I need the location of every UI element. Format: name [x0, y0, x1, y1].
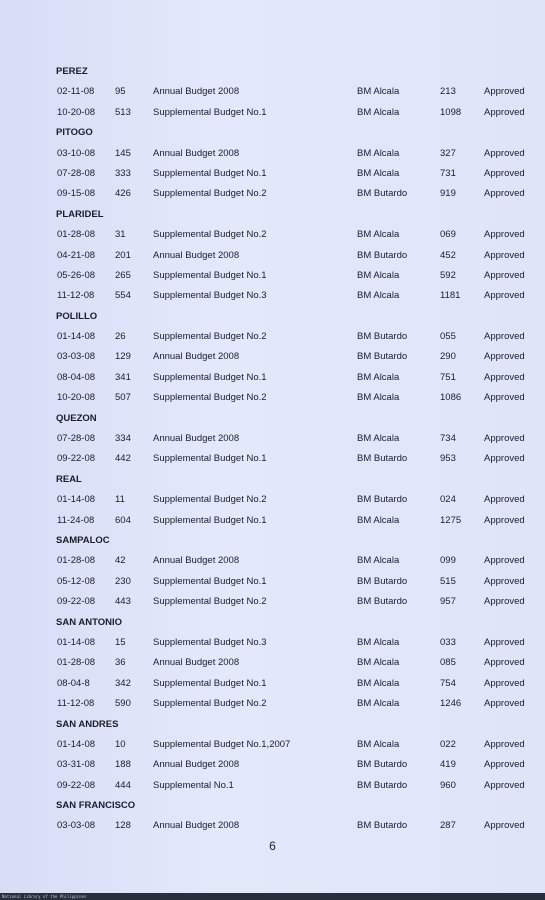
- table-row: [0, 429, 545, 449]
- date-cell: 01-28-08: [57, 657, 96, 669]
- board-member-cell: BM Alcala: [357, 657, 400, 669]
- table-row: [0, 674, 545, 694]
- board-member-cell: BM Alcala: [357, 677, 400, 689]
- board-member-cell: BM Alcala: [357, 147, 400, 159]
- board-member-cell: BM Butardo: [357, 596, 408, 608]
- board-member-cell: BM Alcala: [357, 698, 400, 710]
- ordinance-number-cell: 751: [440, 371, 456, 383]
- number-cell: 31: [115, 229, 126, 241]
- date-cell: 02-11-08: [57, 86, 95, 98]
- status-cell: Approved: [484, 86, 525, 98]
- number-cell: 507: [115, 392, 131, 404]
- municipality-heading: POLILLO: [56, 310, 98, 322]
- table-row: [0, 776, 545, 796]
- number-cell: 11: [115, 494, 125, 506]
- number-cell: 554: [115, 290, 131, 302]
- date-cell: 11-12-08: [57, 290, 95, 302]
- status-cell: Approved: [484, 759, 525, 771]
- ordinance-number-cell: 099: [440, 555, 456, 567]
- ordinance-number-cell: 1275: [440, 514, 462, 526]
- number-cell: 95: [115, 86, 126, 98]
- title-cell: Supplemental Budget No.1: [153, 167, 267, 179]
- number-cell: 590: [115, 698, 131, 710]
- ordinance-number-cell: 515: [440, 575, 456, 587]
- date-cell: 11-24-08: [57, 514, 95, 526]
- date-cell: 05-12-08: [57, 575, 96, 587]
- number-cell: 341: [115, 371, 131, 383]
- date-cell: 10-20-08: [57, 392, 96, 404]
- ordinance-number-cell: 055: [440, 331, 456, 343]
- table-row: [0, 347, 545, 367]
- number-cell: 26: [115, 331, 126, 343]
- board-member-cell: BM Alcala: [357, 392, 400, 404]
- date-cell: 01-28-08: [57, 229, 96, 241]
- municipality-heading: PITOGO: [56, 127, 93, 139]
- status-cell: Approved: [484, 738, 525, 750]
- status-cell: Approved: [484, 636, 525, 648]
- title-cell: Annual Budget 2008: [153, 249, 240, 261]
- title-cell: Supplemental Budget No.1: [153, 575, 267, 587]
- ordinance-number-cell: 953: [440, 453, 456, 465]
- board-member-cell: BM Alcala: [357, 371, 400, 383]
- title-cell: Supplemental Budget No.3: [153, 290, 267, 302]
- number-cell: 444: [115, 779, 131, 791]
- number-cell: 230: [115, 575, 131, 587]
- board-member-cell: BM Butardo: [357, 249, 408, 261]
- date-cell: 11-12-08: [57, 698, 95, 710]
- municipality-heading: REAL: [56, 473, 82, 485]
- status-cell: Approved: [484, 779, 525, 791]
- number-cell: 10: [115, 738, 126, 750]
- ordinance-number-cell: 957: [440, 596, 456, 608]
- number-cell: 145: [115, 147, 131, 159]
- status-cell: Approved: [484, 453, 525, 465]
- number-cell: 342: [115, 677, 131, 689]
- status-cell: Approved: [484, 269, 525, 281]
- resolution-list: [0, 62, 545, 837]
- status-cell: Approved: [484, 371, 525, 383]
- date-cell: 10-20-08: [57, 106, 96, 118]
- board-member-cell: BM Butardo: [357, 820, 408, 832]
- status-cell: Approved: [484, 596, 525, 608]
- number-cell: 333: [115, 167, 131, 179]
- footer-text: National Library of the Philippines: [2, 894, 87, 899]
- title-cell: Annual Budget 2008: [153, 86, 240, 98]
- table-row: [0, 449, 545, 469]
- status-cell: Approved: [484, 249, 525, 261]
- date-cell: 01-14-08: [57, 636, 96, 648]
- table-row: [0, 551, 545, 571]
- table-row: [0, 82, 545, 102]
- status-cell: Approved: [484, 167, 525, 179]
- date-cell: 01-14-08: [57, 331, 96, 343]
- board-member-cell: BM Alcala: [357, 167, 400, 179]
- ordinance-number-cell: 1098: [440, 106, 462, 118]
- number-cell: 15: [115, 636, 126, 648]
- table-row: [0, 653, 545, 673]
- ordinance-number-cell: 022: [440, 738, 456, 750]
- table-row: [0, 490, 545, 510]
- date-cell: 09-22-08: [57, 596, 96, 608]
- title-cell: Annual Budget 2008: [153, 759, 240, 771]
- date-cell: 03-10-08: [57, 147, 96, 159]
- number-cell: 442: [115, 453, 131, 465]
- status-cell: Approved: [484, 331, 525, 343]
- ordinance-number-cell: 419: [440, 759, 456, 771]
- date-cell: 07-28-08: [57, 433, 96, 445]
- number-cell: 604: [115, 514, 131, 526]
- status-cell: Approved: [484, 229, 525, 241]
- municipality-heading: QUEZON: [56, 412, 97, 424]
- title-cell: Supplemental Budget No.1: [153, 677, 267, 689]
- board-member-cell: BM Butardo: [357, 351, 408, 363]
- date-cell: 09-22-08: [57, 453, 96, 465]
- date-cell: 09-22-08: [57, 779, 96, 791]
- number-cell: 201: [115, 249, 131, 261]
- date-cell: 03-03-08: [57, 351, 96, 363]
- title-cell: Supplemental Budget No.2: [153, 494, 267, 506]
- table-row: [0, 368, 545, 388]
- date-cell: 03-31-08: [57, 759, 96, 771]
- board-member-cell: BM Alcala: [357, 636, 400, 648]
- title-cell: Annual Budget 2008: [153, 351, 240, 363]
- title-cell: Supplemental Budget No.1: [153, 453, 267, 465]
- title-cell: Annual Budget 2008: [153, 657, 240, 669]
- title-cell: Supplemental Budget No.3: [153, 636, 267, 648]
- board-member-cell: BM Alcala: [357, 269, 400, 281]
- date-cell: 03-03-08: [57, 820, 96, 832]
- board-member-cell: BM Alcala: [357, 738, 400, 750]
- table-row: [0, 184, 545, 204]
- board-member-cell: BM Butardo: [357, 331, 408, 343]
- title-cell: Annual Budget 2008: [153, 555, 240, 567]
- ordinance-number-cell: 754: [440, 677, 456, 689]
- table-row: [0, 266, 545, 286]
- date-cell: 04-21-08: [57, 249, 96, 261]
- ordinance-number-cell: 1086: [440, 392, 462, 404]
- title-cell: Supplemental Budget No.1: [153, 269, 267, 281]
- title-cell: Supplemental Budget No.2: [153, 698, 267, 710]
- board-member-cell: BM Butardo: [357, 453, 408, 465]
- board-member-cell: BM Butardo: [357, 575, 408, 587]
- board-member-cell: BM Alcala: [357, 514, 400, 526]
- table-row: [0, 755, 545, 775]
- board-member-cell: BM Alcala: [357, 86, 400, 98]
- number-cell: 128: [115, 820, 131, 832]
- status-cell: Approved: [484, 290, 525, 302]
- number-cell: 334: [115, 433, 131, 445]
- ordinance-number-cell: 734: [440, 433, 456, 445]
- date-cell: 01-14-08: [57, 494, 96, 506]
- ordinance-number-cell: 033: [440, 636, 456, 648]
- board-member-cell: BM Alcala: [357, 106, 400, 118]
- title-cell: Annual Budget 2008: [153, 147, 240, 159]
- table-row: [0, 511, 545, 531]
- ordinance-number-cell: 919: [440, 188, 456, 200]
- number-cell: 42: [115, 555, 126, 567]
- municipality-heading: PLARIDEL: [56, 208, 104, 220]
- title-cell: Supplemental No.1: [153, 779, 234, 791]
- board-member-cell: BM Alcala: [357, 433, 400, 445]
- status-cell: Approved: [484, 657, 525, 669]
- ordinance-number-cell: 592: [440, 269, 456, 281]
- ordinance-number-cell: 290: [440, 351, 456, 363]
- table-row: [0, 735, 545, 755]
- board-member-cell: BM Butardo: [357, 759, 408, 771]
- title-cell: Annual Budget 2008: [153, 820, 240, 832]
- title-cell: Supplemental Budget No.2: [153, 392, 267, 404]
- date-cell: 05-26-08: [57, 269, 96, 281]
- ordinance-number-cell: 024: [440, 494, 456, 506]
- board-member-cell: BM Butardo: [357, 188, 408, 200]
- table-row: [0, 572, 545, 592]
- number-cell: 129: [115, 351, 131, 363]
- date-cell: 07-28-08: [57, 167, 96, 179]
- number-cell: 426: [115, 188, 131, 200]
- table-row: [0, 816, 545, 836]
- date-cell: 09-15-08: [57, 188, 96, 200]
- ordinance-number-cell: 327: [440, 147, 456, 159]
- ordinance-number-cell: 960: [440, 779, 456, 791]
- number-cell: 513: [115, 106, 131, 118]
- status-cell: Approved: [484, 514, 525, 526]
- page-number: 6: [269, 839, 276, 853]
- status-cell: Approved: [484, 433, 525, 445]
- table-row: [0, 592, 545, 612]
- status-cell: Approved: [484, 147, 525, 159]
- title-cell: Supplemental Budget No.2: [153, 331, 267, 343]
- title-cell: Supplemental Budget No.2: [153, 229, 267, 241]
- table-row: [0, 164, 545, 184]
- status-cell: Approved: [484, 677, 525, 689]
- ordinance-number-cell: 213: [440, 86, 456, 98]
- date-cell: 08-04-08: [57, 371, 96, 383]
- table-row: [0, 388, 545, 408]
- title-cell: Supplemental Budget No.2: [153, 188, 267, 200]
- municipality-heading: SAN ANDRES: [56, 718, 119, 730]
- status-cell: Approved: [484, 188, 525, 200]
- date-cell: 01-28-08: [57, 555, 96, 567]
- title-cell: Annual Budget 2008: [153, 433, 240, 445]
- board-member-cell: BM Alcala: [357, 229, 400, 241]
- board-member-cell: BM Butardo: [357, 779, 408, 791]
- title-cell: Supplemental Budget No.1: [153, 371, 267, 383]
- status-cell: Approved: [484, 106, 525, 118]
- municipality-heading: PEREZ: [56, 66, 88, 77]
- table-row: [0, 246, 545, 266]
- ordinance-number-cell: 069: [440, 229, 456, 241]
- municipality-heading: SAMPALOC: [56, 534, 110, 546]
- table-row: [0, 327, 545, 347]
- table-row: [0, 694, 545, 714]
- ordinance-number-cell: 452: [440, 249, 456, 261]
- board-member-cell: BM Alcala: [357, 290, 400, 302]
- ordinance-number-cell: 287: [440, 820, 456, 832]
- number-cell: 265: [115, 269, 131, 281]
- table-row: [0, 103, 545, 123]
- board-member-cell: BM Butardo: [357, 494, 408, 506]
- status-cell: Approved: [484, 494, 525, 506]
- number-cell: 188: [115, 759, 131, 771]
- title-cell: Supplemental Budget No.1: [153, 514, 267, 526]
- ordinance-number-cell: 1246: [440, 698, 462, 710]
- municipality-heading: SAN FRANCISCO: [56, 800, 136, 812]
- table-row: [0, 633, 545, 653]
- ordinance-number-cell: 085: [440, 657, 456, 669]
- ordinance-number-cell: 731: [440, 167, 456, 179]
- municipality-heading: SAN ANTONIO: [56, 616, 122, 628]
- status-cell: Approved: [484, 392, 525, 404]
- date-cell: 01-14-08: [57, 738, 96, 750]
- title-cell: Supplemental Budget No.1: [153, 106, 267, 118]
- board-member-cell: BM Alcala: [357, 555, 400, 567]
- ordinance-number-cell: 1181: [440, 290, 461, 302]
- status-cell: Approved: [484, 351, 525, 363]
- status-cell: Approved: [484, 555, 525, 567]
- table-row: [0, 225, 545, 245]
- title-cell: Supplemental Budget No.1,2007: [153, 738, 291, 750]
- status-cell: Approved: [484, 820, 525, 832]
- table-row: [0, 144, 545, 164]
- date-cell: 08-04-8: [57, 677, 90, 689]
- table-row: [0, 286, 545, 306]
- number-cell: 443: [115, 596, 131, 608]
- number-cell: 36: [115, 657, 126, 669]
- status-cell: Approved: [484, 698, 525, 710]
- status-cell: Approved: [484, 575, 525, 587]
- title-cell: Supplemental Budget No.2: [153, 596, 267, 608]
